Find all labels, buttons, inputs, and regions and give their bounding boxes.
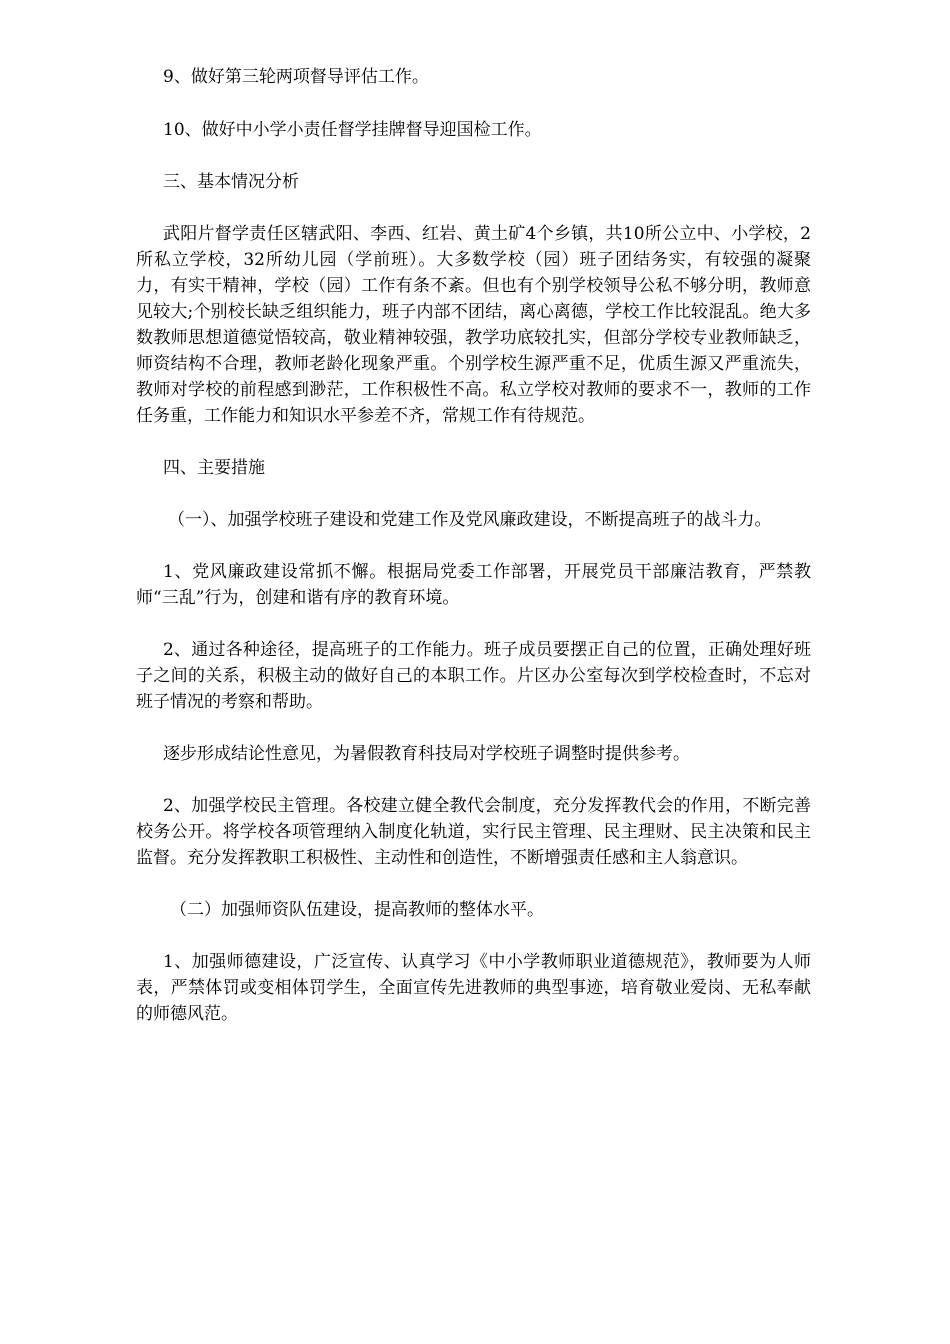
subsection-heading-2: （二）加强师资队伍建设，提高教师的整体水平。: [170, 900, 544, 920]
section-heading-3: 三、基本情况分析: [163, 172, 299, 192]
paragraph-conclusion: 逐步形成结论性意见，为暑假教育科技局对学校班子调整时提供参考。: [163, 744, 690, 764]
measure-item-democratic-management: 2、加强学校民主管理。各校建立健全教代会制度，充分发挥教代会的作用，不断完善校务公开。将学校各项管理纳入制度化轨道，实行民主管理、民主理财、民主决策和民主监督。充分发挥教职工积极性、主动性和创造性，不断增强责任感和主人翁意识。: [136, 796, 811, 868]
section-heading-4: 四、主要措施: [163, 458, 265, 478]
measure-item-1: 1、党风廉政建设常抓不懈。根据局党委工作部署，开展党员干部廉洁教育，严禁教师“三乱”行为，创建和谐有序的教育环境。: [136, 562, 811, 608]
subsection-heading-1: （一）、加强学校班子建设和党建工作及党风廉政建设，不断提高班子的战斗力。: [168, 510, 772, 530]
measure-item-2: 2、通过各种途径，提高班子的工作能力。班子成员要摆正自己的位置，正确处理好班子之间的关系，积极主动的做好自己的本职工作。片区办公室每次到学校检查时，不忘对班子情况的考察和帮助。: [136, 640, 811, 712]
list-item-10: 10、做好中小学小责任督学挂牌督导迎国检工作。: [163, 120, 542, 140]
list-item-9: 9、做好第三轮两项督导评估工作。: [163, 67, 429, 87]
measure-item-teacher-ethics: 1、加强师德建设，广泛宣传、认真学习《中小学教师职业道德规范》，教师要为人师表，严禁体罚或变相体罚学生，全面宣传先进教师的典型事迹，培育敬业爱岗、无私奉献的师德风范。: [136, 952, 811, 1024]
paragraph-situation-analysis: 武阳片督学责任区辖武阳、李西、红岩、黄土矿4个乡镇，共10所公立中、小学校，2所私立学校，32所幼儿园（学前班）。大多数学校（园）班子团结务实，有较强的凝聚力，有实干精神，学校（园）工作有条不紊。但也有个别学校领导公私不够分明，教师意见较大;个别校长缺乏组织能力，班子内部不团结，离心离德，学校工作比较混乱。绝大多数教师思想道德觉悟较高，敬业精神较强，教学功底较扎实，但部分学校专业教师缺乏，师资结构不合理，教师老龄化现象严重。个别学校生源严重不足，优质生源又严重流失，教师对学校的前程感到渺茫，工作积极性不高。私立学校对教师的要求不一，教师的工作任务重，工作能力和知识水平参差不齐，常规工作有待规范。: [136, 224, 811, 426]
document-body: [136, 64, 838, 1053]
